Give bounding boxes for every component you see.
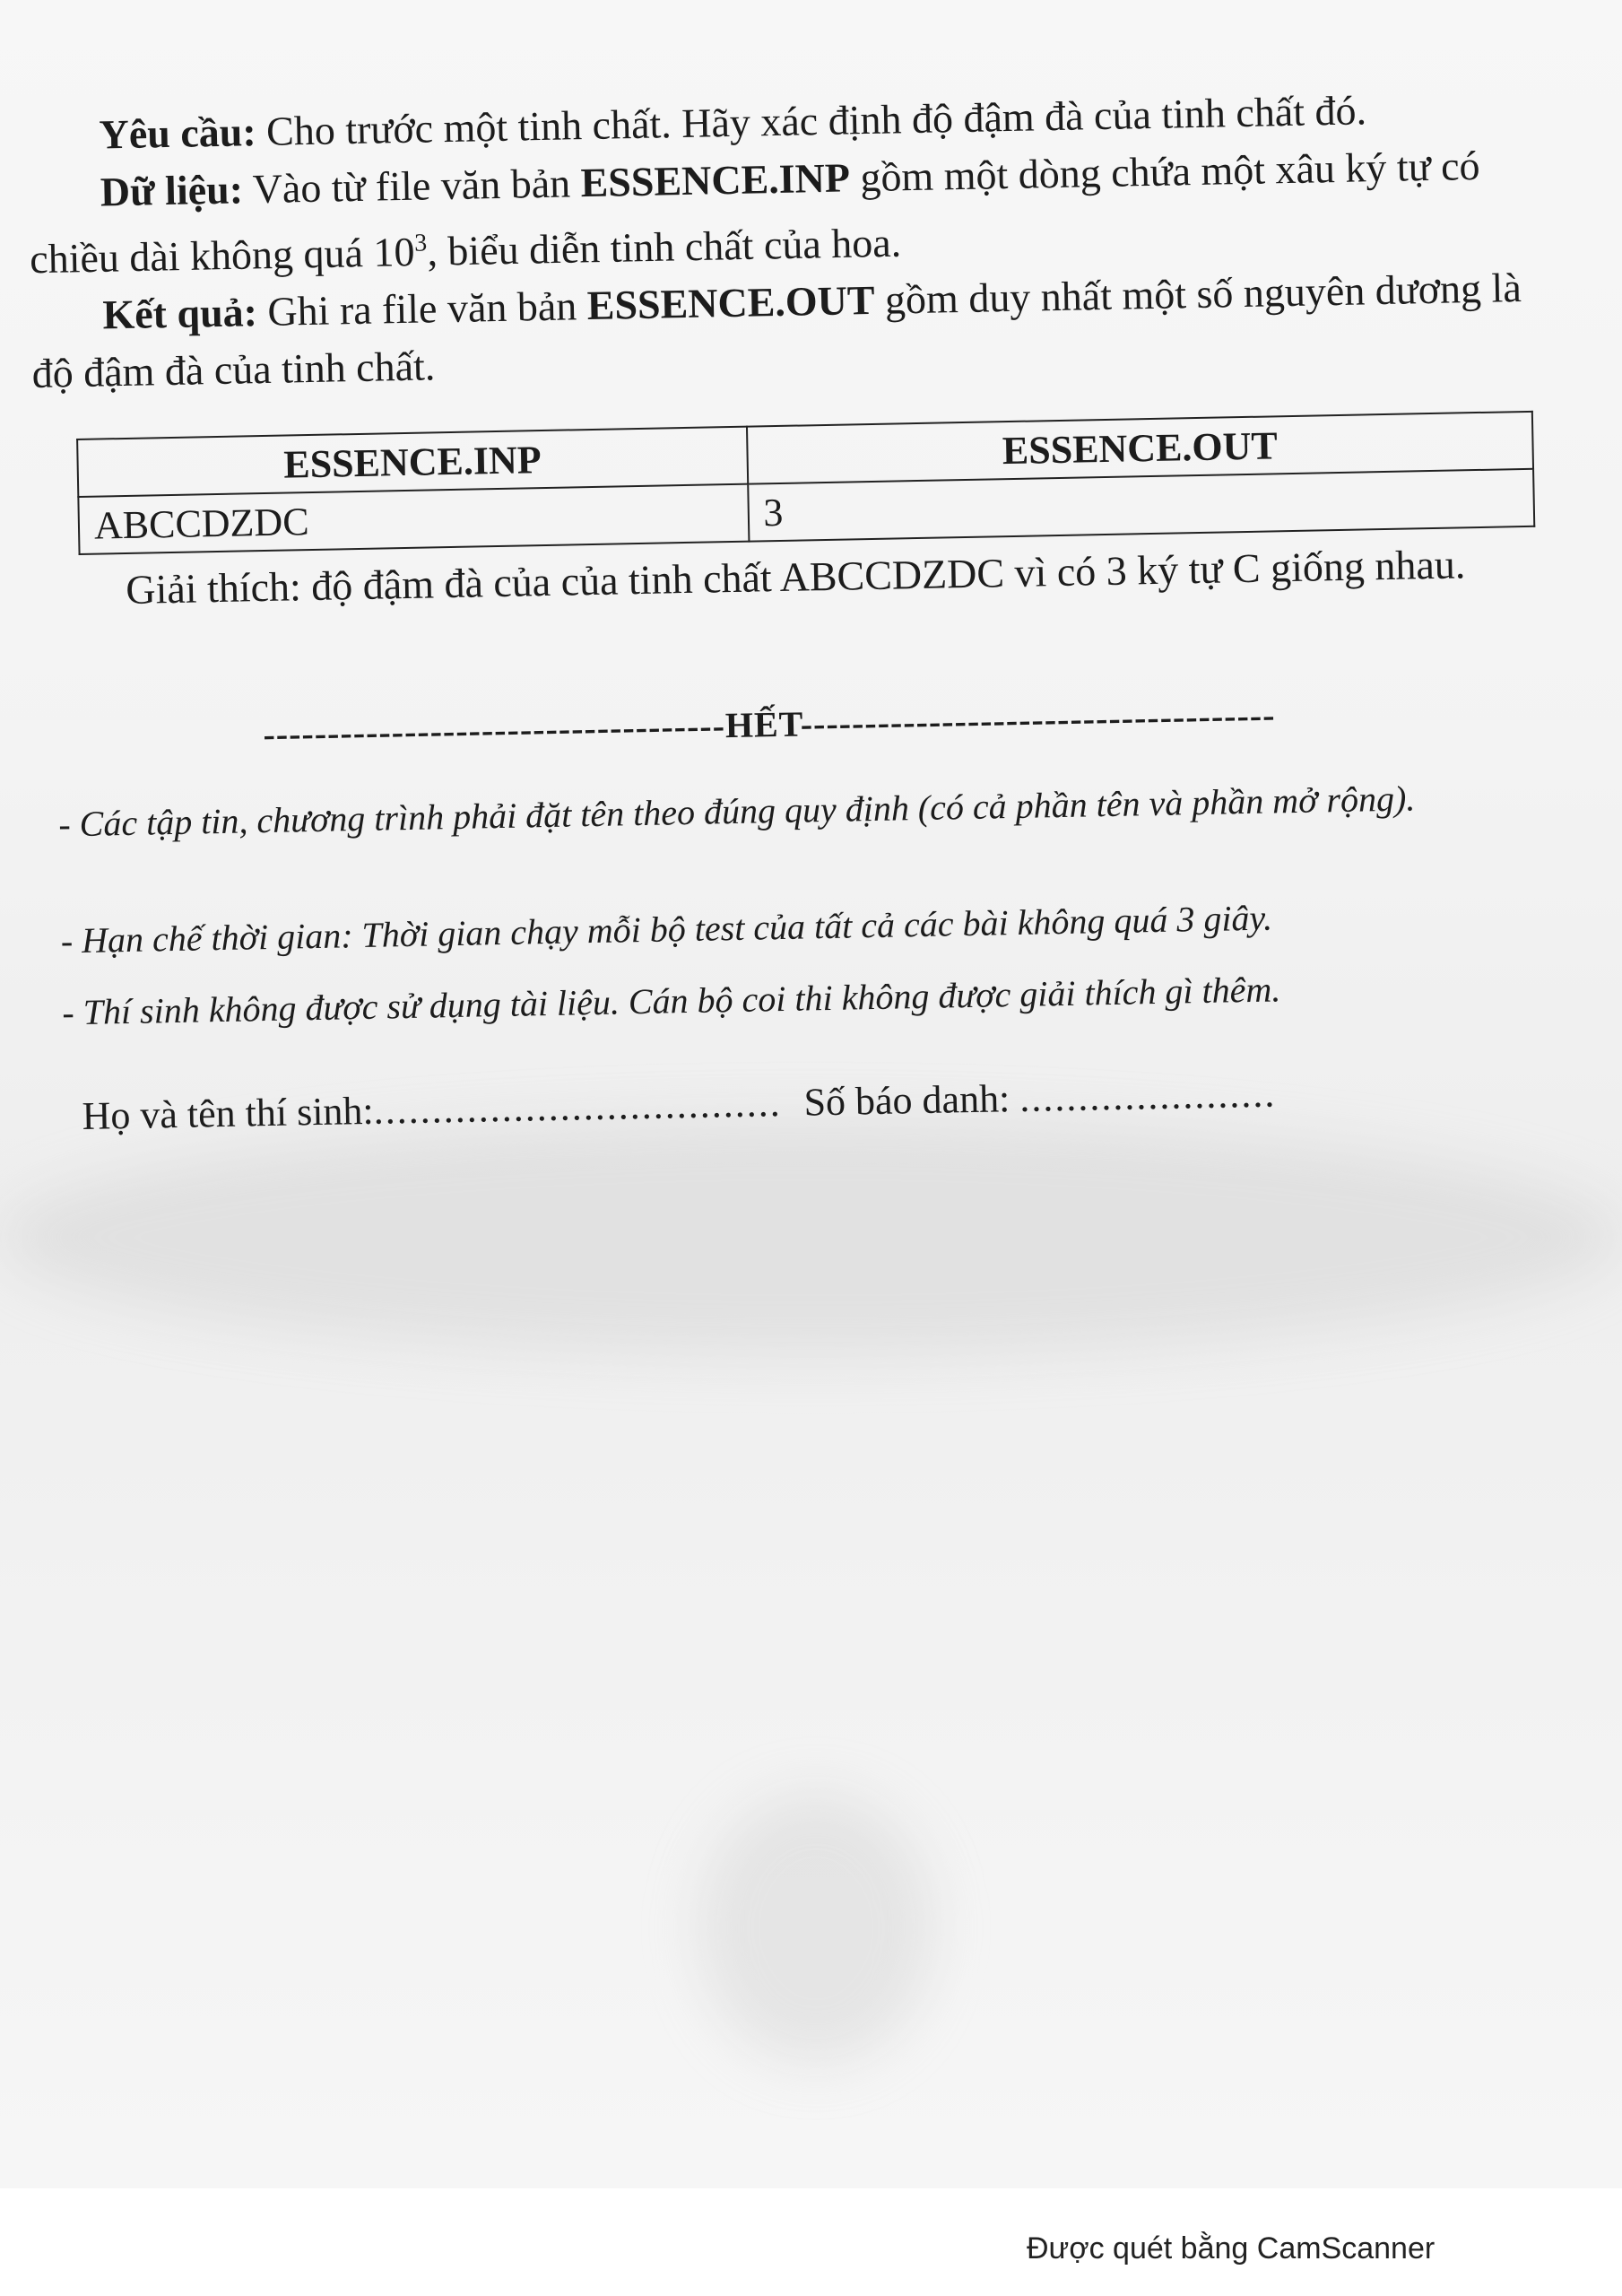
end-marker: ------------------------------------HẾT------------------------------------- [263,694,1276,755]
explanation: Giải thích: độ đậm đà của của tinh chất ABCCDZDC vì có 3 ký tự C giống nhau. [125,541,1466,613]
example-output: 3 [748,469,1534,542]
candidate-name-dots: ................................... [373,1081,783,1133]
input-text: Vào từ file văn bản [242,160,582,213]
input-text-end: , biểu diễn tinh chất của hoa. [426,219,902,274]
note-time-limit: - Hạn chế thời gian: Thời gian chạy mỗi bộ test của tất cả các bài không quá 3 giây. [60,897,1273,961]
input-file-name: ESSENCE.INP [580,154,851,206]
header-input: ESSENCE.INP [77,427,748,497]
output-text-cont: gồm duy nhất một số nguyên dương là độ đậm đà của tinh chất. [31,265,1522,397]
output-file-name: ESSENCE.OUT [586,277,876,329]
example-input: ABCCDZDC [78,484,749,554]
scan-shadow [0,1121,1622,1354]
requirement-label: Yêu cầu: [99,109,257,158]
scan-crease [699,1794,932,2063]
note-file-naming: - Các tập tin, chương trình phải đặt tên theo đúng quy định (có cả phần tên và phần mở rộng). [57,778,1416,845]
output-text: Ghi ra file văn bản [256,283,588,335]
example-table [76,411,1535,555]
input-exponent: 3 [413,229,428,257]
scanner-watermark: Được quét bằng CamScanner [1027,2231,1436,2266]
requirement-text: Cho trước một tinh chất. Hãy xác định độ đậm đà của tinh chất đó. [256,87,1367,155]
input-text-cont: gồm một dòng chứa một xâu ký tự có chiều dài không quá 10 [29,142,1480,283]
candidate-id-label: Số báo danh: [803,1076,1010,1125]
output-label: Kết quả: [101,289,258,338]
note-no-materials: - Thí sinh không được sử dụng tài liệu. Cán bộ coi thi không được giải thích gì thêm. [61,969,1281,1033]
candidate-id-dots: ...................... [1019,1071,1277,1120]
candidate-name-label: Họ và tên thí sinh: [82,1088,375,1139]
problem-text [27,78,1557,1139]
header-output: ESSENCE.OUT [747,412,1533,484]
input-label: Dữ liệu: [100,166,244,215]
